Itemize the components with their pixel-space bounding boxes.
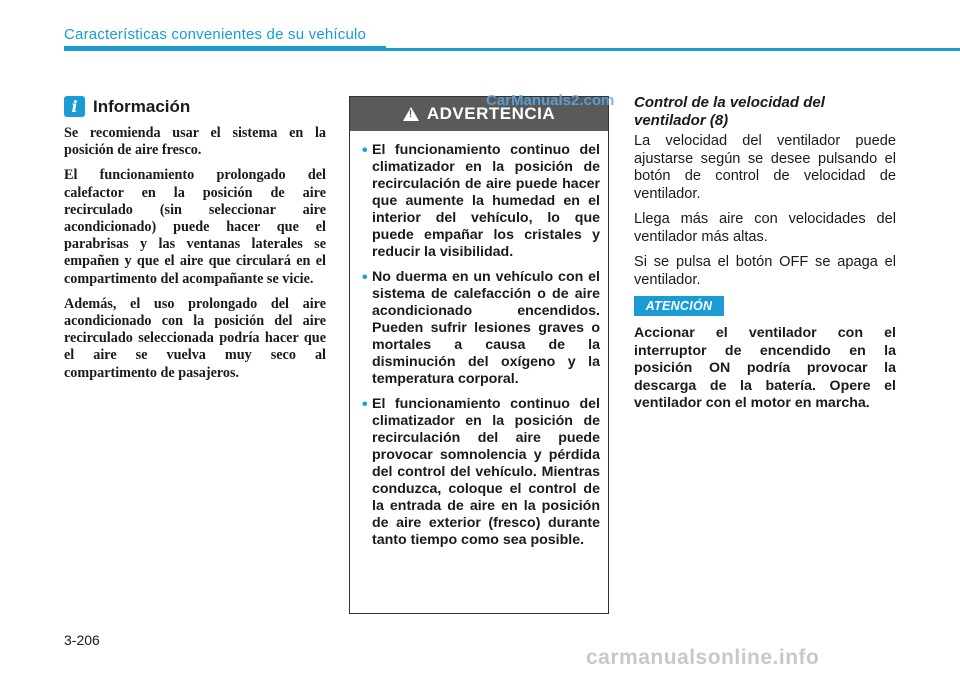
watermark-top: CarManuals2.com bbox=[486, 92, 615, 109]
header-rule bbox=[64, 48, 960, 51]
fan-paragraph: Si se pulsa el botón OFF se apaga el ventilador. bbox=[634, 254, 896, 288]
warning-triangle-icon: ! bbox=[403, 107, 419, 121]
info-heading bbox=[64, 96, 190, 117]
warning-title: ADVERTENCIA bbox=[426, 104, 556, 123]
info-icon: i bbox=[64, 96, 85, 117]
info-paragraph: El funcionamiento prolongado del calefactor en la posición de aire recirculado (sin seleccionar aire acondicionado) puede hacer que el parabrisas y las ventanas laterales se empañen y que el aire que circulará en el compartimento del acompañante se vicie. bbox=[64, 167, 326, 287]
page-number: 3-206 bbox=[64, 632, 100, 648]
info-body bbox=[64, 125, 326, 390]
watermark-bottom: carmanualsonline.info bbox=[586, 646, 820, 669]
info-title: Información bbox=[93, 96, 191, 116]
warning-list bbox=[350, 131, 608, 549]
fan-paragraph: La velocidad del ventilador puede ajustarse según se desee pulsando el botón de control de velocidad de ventilador. bbox=[634, 133, 896, 202]
caution-text: Accionar el ventilador con el interruptor de encendido en la posición ON podría provocar la descarga de la batería. Opere el ventilador con el motor en marcha. bbox=[634, 325, 896, 411]
warning-item: • El funcionamiento continuo del climatizador en la posición de recirculación de aire puede hacer que aumente la humedad en el interior del vehículo, lo que puede empañar los cristales y reducir la visibilidad. bbox=[362, 142, 600, 261]
info-paragraph: Además, el uso prolongado del aire acondicionado con la posición del aire recirculado seleccionada podría hacer que el aire se vuelva muy seco al compartimento de pasajeros. bbox=[64, 295, 326, 381]
fan-paragraph: Llega más aire con velocidades del ventilador más altas. bbox=[634, 211, 896, 245]
warning-box bbox=[349, 96, 609, 614]
warning-item: • No duerma en un vehículo con el sistema de calefacción o de aire acondicionado encendidos. Pueden sufrir lesiones graves o mortales a causa de la disminución del oxígeno y la temperatura corporal. bbox=[362, 269, 600, 388]
fan-section-title: Control de la velocidad del ventilador (8) bbox=[634, 94, 825, 129]
info-paragraph: Se recomienda usar el sistema en la posición de aire fresco. bbox=[64, 125, 326, 159]
fan-section-body bbox=[634, 133, 896, 297]
warning-item: • El funcionamiento continuo del climatizador en la posición de recirculación del aire puede provocar somnolencia y pérdida del control del vehículo. Mientras conduzca, coloque el control de la entrada de aire en la posición de aire exterior (fresco) durante tanto tiempo como sea posible. bbox=[362, 396, 600, 549]
section-header: Características convenientes de su vehículo bbox=[64, 26, 367, 43]
caution-badge: ATENCIÓN bbox=[634, 296, 724, 316]
